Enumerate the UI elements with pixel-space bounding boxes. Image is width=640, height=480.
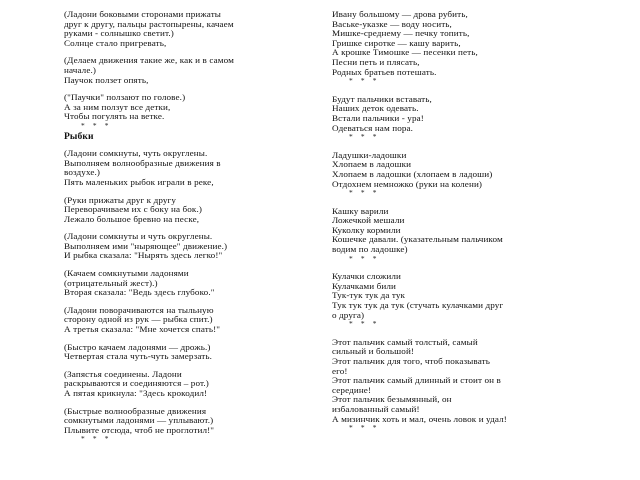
right-text-line: середине! <box>332 384 372 395</box>
left-text-line: А пятая крикнула: "Здесь крокодил! <box>64 388 208 398</box>
right-text-line: избалованный самый! <box>332 403 420 414</box>
right-text-line: А крошке Тимошке — песенки петь, <box>332 47 478 58</box>
left-column <box>64 10 289 445</box>
right-text-line: Наших деток одевать. <box>332 103 419 114</box>
left-heading: Рыбки <box>64 130 94 141</box>
left-text-line: сомкнутыми ладонями — уплывают.) <box>64 415 214 426</box>
right-text-line: его! <box>332 365 348 376</box>
left-text-line: ("Паучки" ползают по голове.) <box>64 92 186 103</box>
left-text-line: (Ладони сомкнуты, чуть округлены. <box>64 148 208 159</box>
left-text-line: Лежало большое бревно на песке, <box>64 213 200 224</box>
right-text-line: Отдохнем немножко (руки на колени) <box>332 178 483 189</box>
left-text-line: (Ладони боковыми сторонами прижаты <box>64 9 222 19</box>
right-text-line: А мизинчик хоть и мал, очень ловок и удал! <box>332 413 507 424</box>
right-text-line: Песни петь и плясать, <box>332 56 420 67</box>
left-text-line: Вторая сказала: "Ведь здесь глубоко." <box>64 287 215 298</box>
left-text-line: Четвертая стала чуть-чуть замерзать. <box>64 351 213 362</box>
left-text-line: Пять маленьких рыбок играли в реке, <box>64 176 214 187</box>
right-separator: * * * <box>348 189 380 198</box>
right-text-line: Кашку варили <box>332 205 389 216</box>
left-text-line: И рыбка сказала: "Нырять здесь легко!" <box>64 250 223 261</box>
left-text-line: А за ним ползут все детки, <box>64 101 171 112</box>
left-text-line: (Делаем движения такие же, как и в самом <box>64 55 234 66</box>
left-text-line: Выполняем ими "ныряющее" движение.) <box>64 240 228 251</box>
left-text-line: раскрываются и соединяются – рот.) <box>64 378 209 389</box>
right-text-line: Кулачками били <box>332 280 397 291</box>
left-text-line: воздухе.) <box>64 167 101 178</box>
left-text-line: Плывите отсюда, чтоб не проглотил!" <box>64 424 215 435</box>
left-text-line: сторону одной из рук — рыбка спит.) <box>64 314 213 325</box>
right-text-line: Хлопаем в ладошки <box>332 159 412 170</box>
right-separator: * * * <box>348 254 380 263</box>
left-text-line: друг к другу, пальцы растопырены, качаем <box>64 18 234 29</box>
right-text-line: Одеваться нам пора. <box>332 122 414 133</box>
left-text-line: (Быстро качаем ладонями — дрожь.) <box>64 341 211 352</box>
left-text-line: (Быстрые волнообразные движения <box>64 405 207 416</box>
left-text-line: Паучок ползет опять, <box>64 74 149 85</box>
right-text-line: Куколку кормили <box>332 224 401 235</box>
right-text-line: Этот пальчик самый толстый, самый <box>332 336 478 347</box>
right-text-line: Родных братьев потешать. <box>332 66 437 77</box>
right-text-line: Гришке сиротке — кашу варить, <box>332 37 461 48</box>
right-text-line: Встали пальчики - ура! <box>332 112 424 123</box>
left-text-line: Переворачиваем их с боку на бок.) <box>64 204 202 215</box>
right-text-line: Будут пальчики вставать, <box>332 93 432 104</box>
right-text-line: Кулачки сложили <box>332 271 402 282</box>
right-text-line: Ложечкой мешали <box>332 215 405 226</box>
right-text-line: Этот пальчик самый длинный и стоит он в <box>332 375 501 386</box>
right-text-line: Мишке-среднему — печку топить, <box>332 28 470 39</box>
right-text-line: Ладушки-ладошки <box>332 149 407 160</box>
left-text-line: (Руки прижаты друг к другу <box>64 194 177 205</box>
left-text-line: (Ладони поворачиваются на тыльную <box>64 304 214 315</box>
left-text-line: Солнце стало пригревать, <box>64 37 167 48</box>
right-text-line: водим по ладошке) <box>332 244 408 255</box>
left-text-line: (отрицательный жест).) <box>64 277 158 288</box>
right-separator: * * * <box>348 320 380 329</box>
left-text-line: Выполняем волнообразные движения в <box>64 157 221 168</box>
right-text-line: Этот пальчик для того, чтоб показывать <box>332 356 490 366</box>
document-page <box>50 10 612 472</box>
left-text-line: Чтобы погулять на ветке. <box>64 111 165 122</box>
right-column <box>332 10 560 434</box>
right-separator: * * * <box>348 424 380 433</box>
right-separator: * * * <box>348 77 380 86</box>
left-text-line: А третья сказала: "Мне хочется спать!" <box>64 324 221 335</box>
left-text-line: (Качаем сомкнутыми ладонями <box>64 268 189 279</box>
right-text-line: Тук-тук тук да тук <box>332 290 406 301</box>
right-text-line: Кошечке давали. (указательным пальчиком <box>332 234 503 245</box>
right-text-line: Тук тук тук да тук (стучать кулачками друг <box>332 300 504 311</box>
right-text-line: о друга) <box>332 309 365 320</box>
right-text-line: Ивану большому — дрова рубить, <box>332 9 468 19</box>
right-text-line: Хлопаем в ладошки (хлопаем в ладоши) <box>332 168 493 179</box>
right-separator: * * * <box>348 133 380 142</box>
left-text-line: (Ладони сомкнуты и чуть округлены. <box>64 231 213 242</box>
right-text-line: Этот пальчик безымянный, он <box>332 394 452 405</box>
right-text-line: сильный и большой! <box>332 346 415 357</box>
left-text-line: (Запястья соединены. Ладони <box>64 368 182 379</box>
right-text-line: Ваське-указке — воду носить, <box>332 18 452 29</box>
left-text-line: руками - солнышко светит.) <box>64 28 174 39</box>
left-separator: * * * <box>80 435 112 444</box>
left-separator: * * * <box>80 121 112 130</box>
left-text-line: начале.) <box>64 64 97 75</box>
